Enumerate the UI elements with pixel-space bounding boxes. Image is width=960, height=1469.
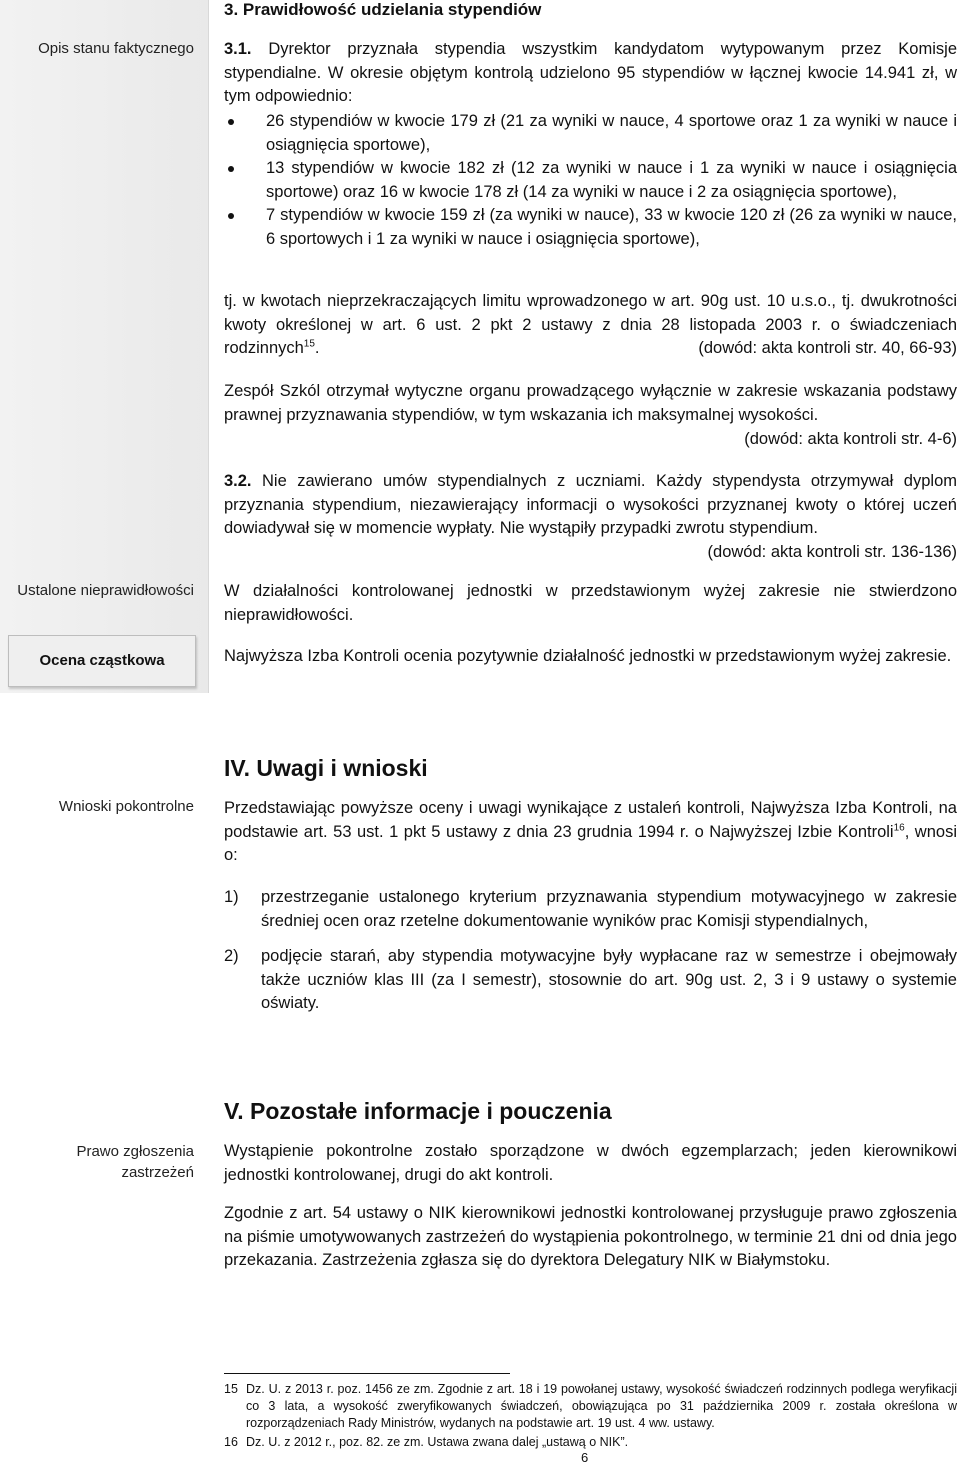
paragraph-3-1 (224, 38, 957, 109)
paragraph-text: Dyrektor przyznała stypendia wszystkim kandydatom wytypowanym przez Komisje stypendialne. W okresie objętym kontrolą udzielono 95 stypendiów w łącznej kwocie 14.941 zł, w tym odpowiednio: (224, 40, 957, 106)
list-item: 13 stypendiów w kwocie 182 zł (12 za wyniki w nauce i 1 za wyniki w nauce i osiągnięcia sportowe) oraz 16 w kwocie 178 zł (14 za wyniki w nauce i 2 za osiągnięcia sportowe), (224, 157, 957, 204)
evidence-note: (dowód: akta kontroli str. 4-6) (744, 430, 957, 448)
list-item: 26 stypendiów w kwocie 179 zł (21 za wyniki w nauce, 4 sportowe oraz 1 za wyniki w nauce i osiągnięcia sportowe), (224, 110, 957, 157)
evidence-note: (dowód: akta kontroli str. 136-136) (707, 543, 957, 561)
footnote-text: Dz. U. z 2013 r. poz. 1456 ze zm. Zgodnie z art. 18 i 19 powołanej ustawy, wysokość świadczeń rodzinnych podlega weryfikacji co 3 lata, a wysokość zweryfikowanych świadczeń, obowiązująca po 31 października 2009 r. została określona w rozporządzeniach Rady Ministrów, wydanych na podstawie art. 19 ust. 4 ww. ustawy. (246, 1382, 957, 1430)
paragraph-3-2 (224, 470, 957, 541)
paragraph-zespol: Zespół Szkól otrzymał wytyczne organu prowadzącego wyłącznie w zakresie wskazania podstawy prawnej przyznawania stypendiów, w tym wskazania ich maksymalnej wysokości. (224, 382, 957, 424)
item-text: przestrzeganie ustalonego kryterium przyznawania stypendium motywacyjnego w zakresie średniej ocen oraz rzetelne dokumentowanie wyników prac Komisji stypendialnych, (261, 888, 957, 930)
paragraph-ustalone: W działalności kontrolowanej jednostki w przedstawionym wyżej zakresie nie stwierdzono nieprawidłowości. (224, 582, 957, 624)
footnote-mark: 16 (224, 1435, 238, 1449)
footnote-text: Dz. U. z 2012 r., poz. 82. ze zm. Ustawa zwana dalej „ustawą o NIK”. (246, 1435, 629, 1449)
paragraph-objections: Zgodnie z art. 54 ustawy o NIK kierownikowi jednostki kontrolowanej przysługuje prawo zgłoszenia na piśmie umotywowanych zastrzeżeń do wystąpienia pokontrolnego, w terminie 21 dni od dnia jego przekazania. Zastrzeżenia zgłasza się do dyrektora Delegatury NIK w Białymstoku. (224, 1204, 957, 1270)
page-number: 6 (581, 1450, 589, 1465)
evidence-note: (dowód: akta kontroli str. 40, 66-93) (698, 339, 957, 357)
footnote (224, 1381, 957, 1432)
sidebar-label-wnioski: Wnioski pokontrolne (58, 798, 194, 815)
section-3-heading: 3. Prawidłowość udzielania stypendiów (224, 0, 542, 19)
sidebar-label-prawo: Prawo zgłoszenia zastrzeżeń (76, 1143, 194, 1181)
paragraph-ocena: Najwyższa Izba Kontroli ocenia pozytywnie działalność jednostki w przedstawionym wyżej zakresie. (224, 647, 952, 665)
footnote-ref: 15 (303, 338, 315, 350)
paragraph-text: tj. w kwotach nieprzekraczających limitu wprowadzonego w art. 90g ust. 10 u.s.o., tj. dwukrotności kwoty określonej w art. 6 ust. 2 pkt 2 ustawy z dnia 28 listopada 2003 r. o świadczeniach rodzinnych (224, 292, 957, 358)
sidebar-label-ustalone: Ustalone nieprawidłowości (17, 582, 194, 599)
paragraph-intro (224, 797, 957, 868)
item-text: podjęcie starań, aby stypendia motywacyjne były wypłacane raz w semestrze i obejmowały także uczniów klas III (za I semestr), stosownie do art. 90g ust. 2, 3 i 9 ustawy o systemie oświaty. (261, 947, 957, 1013)
footnote-separator (224, 1373, 510, 1374)
conclusions-list (224, 886, 957, 1028)
amounts-list (224, 110, 957, 252)
item-number: 1) (224, 888, 239, 906)
footnote-mark: 15 (224, 1382, 238, 1396)
paragraph-text: Nie zawierano umów stypendialnych z uczniami. Każdy stypendysta otrzymywał dyplom przyznania stypendium, niezawierający informacji o wysokości przyznanej kwoty o której uczeń dowiadywał się w momencie wypłaty. Nie wystąpiły przypadki zwrotu stypendium. (224, 472, 957, 538)
list-item (224, 945, 957, 1016)
section-4-heading: IV. Uwagi i wnioski (224, 755, 428, 781)
list-item (224, 886, 957, 933)
list-item: 7 stypendiów w kwocie 159 zł (za wyniki w nauce), 33 w kwocie 120 zł (26 za wyniki w nauce, 6 sportowych i 1 za wyniki w nauce i osiągnięcia sportowe), (224, 204, 957, 251)
paragraph-end: , wnosi o: (224, 822, 957, 865)
item-number: 2) (224, 947, 239, 966)
section-5-heading: V. Pozostałe informacje i pouczenia (224, 1098, 612, 1124)
paragraph-end: . (314, 339, 320, 358)
paragraph-text: Przedstawiając powyższe oceny i uwagi wynikające z ustaleń kontroli, Najwyższa Izba Kontroli, na podstawie art. 53 ust. 1 pkt 5 ustawy z dnia 23 grudnia 1994 r. o Najwyższej Izbie Kontroli (224, 799, 957, 841)
paragraph-copies: Wystąpienie pokontrolne zostało sporządzone w dwóch egzemplarzach; jeden kierownikowi jednostki kontrolowanej, drugi do akt kontroli. (224, 1142, 957, 1184)
paragraph-number: 3.1. (224, 40, 252, 58)
footnote (224, 1434, 957, 1451)
footnote-ref: 16 (893, 822, 905, 834)
paragraph-number: 3.2. (224, 472, 252, 490)
sidebar-label-opis: Opis stanu faktycznego (38, 40, 194, 57)
sidebar-label-ocena: Ocena cząstkowa (8, 635, 196, 687)
